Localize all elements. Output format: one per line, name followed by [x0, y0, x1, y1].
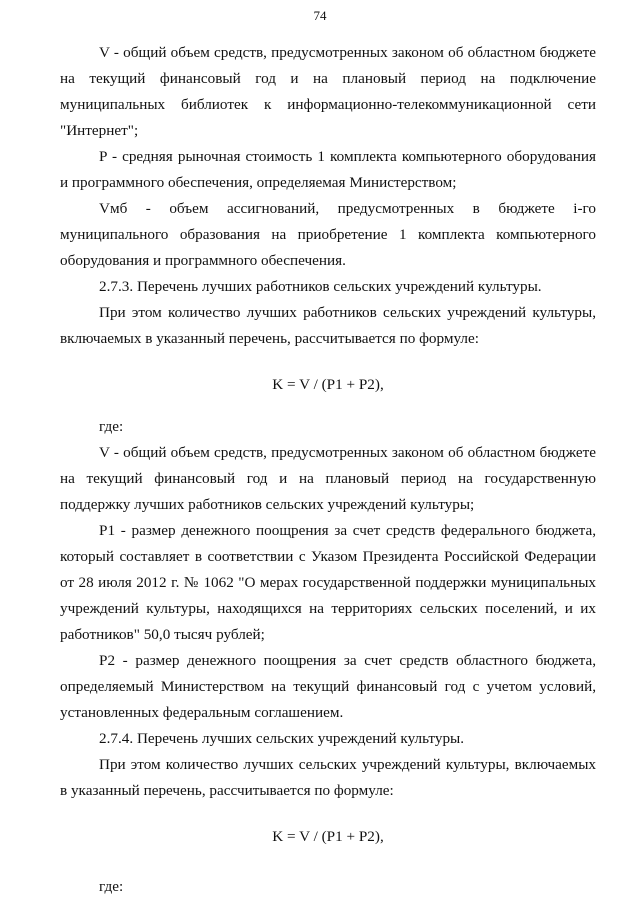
paragraph-p-definition: P - средняя рыночная стоимость 1 комплекта компьютерного оборудования и программного обеспечения, определяемая Министерством;: [60, 148, 596, 191]
formula-workers: K = V / (P1 + P2),: [272, 376, 384, 393]
paragraph-p2-definition: P2 - размер денежного поощрения за счет средств областного бюджета, определяемый Министерством на текущий финансовый год с учетом условий, установленных федеральным соглашением.: [60, 652, 596, 721]
section-heading-2-7-4: 2.7.4. Перечень лучших сельских учреждений культуры.: [99, 730, 465, 747]
formula-institutions: K = V / (P1 + P2),: [272, 828, 384, 845]
paragraph-p1-definition: P1 - размер денежного поощрения за счет средств федерального бюджета, который составляет в соответствии с Указом Президента Российской Федерации от 28 июля 2012 г. № 1062 "О мерах государственной поддержки муниципальных учреждений культуры, находящихся на территориях сельских поселений, и их работников" 50,0 тысяч рублей;: [60, 522, 596, 643]
page-number: 74: [313, 8, 327, 23]
paragraph-formula-intro-workers: При этом количество лучших работников сельских учреждений культуры, включаемых в указанный перечень, рассчитывается по формуле:: [60, 304, 596, 347]
paragraph-v-definition-internet: V - общий объем средств, предусмотренных законом об областном бюджете на текущий финансовый год и на плановый период на подключение муниципальных библиотек к информационно-телекоммуникационной сети "Интернет";: [60, 44, 596, 139]
paragraph-v-definition-workers: V - общий объем средств, предусмотренных законом об областном бюджете на текущий финансовый год и на плановый период на государственную поддержку лучших работников сельских учреждений культуры;: [60, 444, 596, 513]
where-label-2: где:: [99, 878, 124, 895]
paragraph-formula-intro-institutions: При этом количество лучших сельских учреждений культуры, включаемых в указанный перечень, рассчитывается по формуле:: [60, 756, 596, 799]
paragraph-vmb-definition: Vмб - объем ассигнований, предусмотренных в бюджете i-го муниципального образования на приобретение 1 комплекта компьютерного оборудования и программного обеспечения.: [60, 200, 596, 269]
where-label-1: где:: [99, 418, 124, 435]
document-body: [60, 40, 596, 900]
section-heading-2-7-3: 2.7.3. Перечень лучших работников сельских учреждений культуры.: [99, 278, 542, 295]
